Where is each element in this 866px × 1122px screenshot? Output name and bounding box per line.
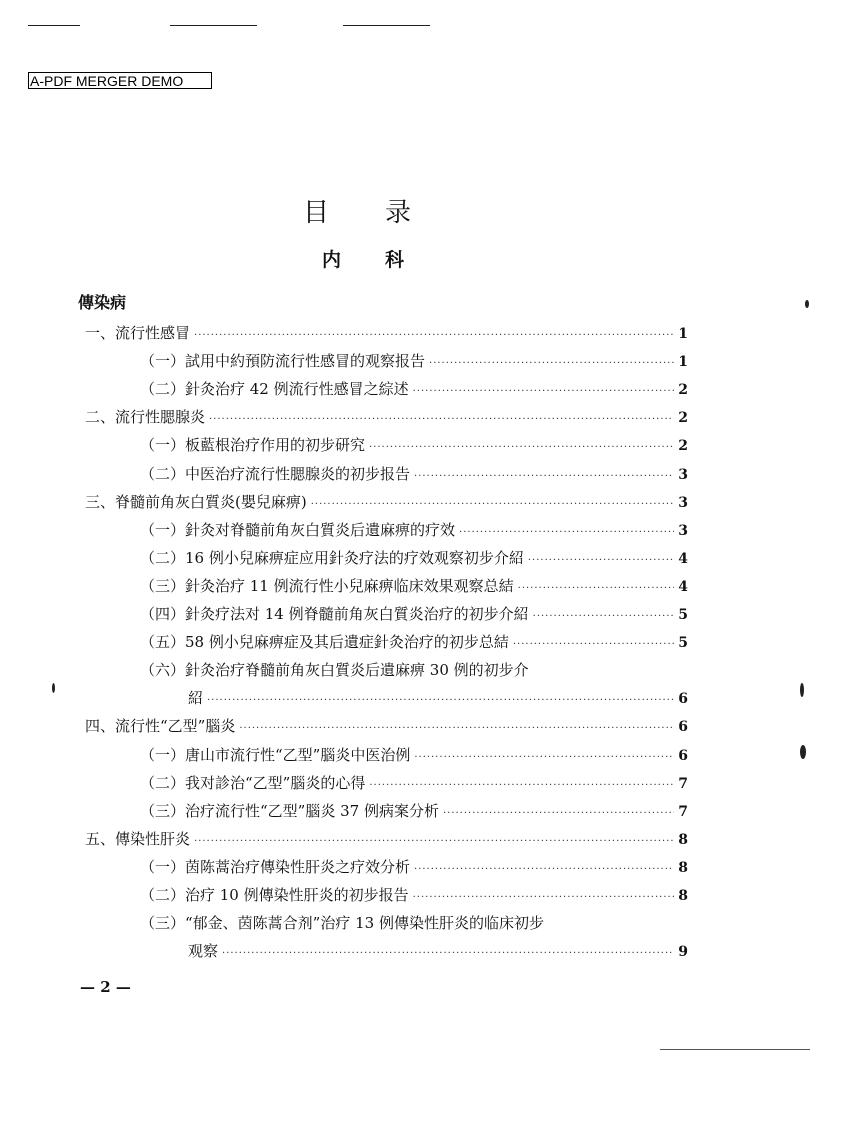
dot-leader bbox=[429, 358, 674, 369]
toc-entry-page: 5 bbox=[678, 635, 688, 652]
toc-entry-page: 2 bbox=[678, 382, 688, 399]
dot-leader bbox=[369, 442, 674, 453]
dot-leader bbox=[413, 892, 675, 903]
dot-leader bbox=[459, 527, 674, 538]
toc-entry-page: 8 bbox=[678, 831, 688, 848]
toc-entry-page: 3 bbox=[678, 522, 688, 539]
toc-entry-page: 6 bbox=[678, 691, 688, 708]
toc-entry bbox=[140, 519, 688, 541]
dot-leader bbox=[533, 611, 675, 622]
toc-entry bbox=[140, 547, 688, 569]
toc-entry-page: 2 bbox=[678, 438, 688, 455]
page-number: — 2 — bbox=[80, 978, 131, 996]
toc-entry-label: （一）唐山市流行性“乙型”腦炎中医治例 bbox=[140, 745, 411, 764]
toc-entry-label: 四、流行性“乙型”腦炎 bbox=[85, 717, 236, 736]
toc-entry bbox=[140, 631, 688, 653]
scan-line bbox=[343, 25, 430, 26]
toc-entry-label: （六）針灸治疗脊髓前角灰白質炎后遺麻痹 30 例的初步介 bbox=[140, 661, 529, 680]
toc-entry bbox=[140, 772, 688, 794]
toc-entry-label: （三）針灸治疗 11 例流行性小兒麻痹临床效果观察总結 bbox=[140, 576, 514, 595]
toc-entry-label: （一）針灸对脊髓前角灰白質炎后遺麻痹的疗效 bbox=[140, 520, 456, 539]
toc-entry-page: 9 bbox=[678, 944, 688, 961]
dot-leader bbox=[528, 555, 674, 566]
toc-entry bbox=[140, 800, 688, 822]
scan-line bbox=[170, 25, 257, 26]
toc-entry-label: （二）針灸治疗 42 例流行性感冒之綜述 bbox=[140, 380, 409, 399]
dot-leader bbox=[209, 414, 674, 425]
toc-entry bbox=[140, 603, 688, 625]
toc-entry bbox=[140, 884, 688, 906]
toc-entry-page: 2 bbox=[678, 410, 688, 427]
dot-leader bbox=[414, 752, 674, 763]
dot-leader bbox=[194, 330, 674, 341]
toc-entry-label: （二）中医治疗流行性腮腺炎的初步报告 bbox=[140, 464, 411, 483]
scan-speck bbox=[800, 683, 804, 697]
toc-entry-page: 6 bbox=[678, 747, 688, 764]
dot-leader bbox=[311, 499, 675, 510]
scan-speck bbox=[52, 683, 55, 693]
scan-line bbox=[28, 25, 80, 26]
page-title: 目录 bbox=[302, 198, 467, 228]
toc-entry bbox=[140, 463, 688, 485]
toc-entry bbox=[85, 828, 688, 850]
toc-entry bbox=[140, 659, 688, 681]
scan-speck bbox=[800, 745, 806, 759]
watermark-label: A-PDF MERGER DEMO bbox=[28, 72, 212, 89]
toc-entry bbox=[85, 406, 688, 428]
toc-entry-page: 6 bbox=[678, 719, 688, 736]
toc-entry-page: 1 bbox=[678, 354, 688, 371]
dot-leader bbox=[513, 639, 674, 650]
toc-entry bbox=[140, 856, 688, 878]
dot-leader bbox=[222, 948, 674, 959]
toc-entry-label: 五、傳染性肝炎 bbox=[85, 829, 191, 848]
toc-entry bbox=[85, 322, 688, 344]
toc-entry-label: 二、流行性腮腺炎 bbox=[85, 408, 206, 427]
dot-leader bbox=[207, 695, 674, 706]
toc-entry-page: 8 bbox=[678, 888, 688, 904]
dot-leader bbox=[194, 836, 674, 847]
toc-entry-page: 4 bbox=[678, 578, 688, 595]
toc-entry bbox=[140, 912, 688, 934]
dot-leader bbox=[518, 583, 675, 594]
toc-entry-page: 5 bbox=[678, 607, 688, 623]
toc-entry-page: 1 bbox=[678, 326, 688, 342]
toc-entry-label: （五）58 例小兒麻痹症及其后遺症針灸治疗的初步总結 bbox=[140, 633, 509, 652]
toc-entry-label: （一）茵陈蒿治疗傳染性肝炎之疗效分析 bbox=[140, 857, 411, 876]
toc-entry bbox=[140, 378, 688, 400]
toc-entry bbox=[188, 687, 688, 709]
toc-entry-page: 8 bbox=[678, 859, 688, 876]
toc-entry-label: （四）針灸疗法对 14 例脊髓前角灰白質炎治疗的初步介紹 bbox=[140, 605, 529, 623]
toc-entry-label: （一）試用中約預防流行性感冒的观察报告 bbox=[140, 352, 426, 371]
toc-entry-label: （二）治疗 10 例傳染性肝炎的初步报告 bbox=[140, 886, 409, 904]
scan-speck bbox=[805, 300, 809, 308]
dot-leader bbox=[414, 471, 674, 482]
dot-leader bbox=[414, 864, 674, 875]
dot-leader bbox=[413, 386, 675, 397]
section-heading: 傳染病 bbox=[78, 293, 127, 312]
toc-entry-label: （二）16 例小兒麻痹症应用針灸疗法的疗效观察初步介紹 bbox=[140, 548, 524, 567]
toc-entry-label: 一、流行性感冒 bbox=[85, 324, 191, 342]
toc-entry bbox=[188, 940, 688, 962]
toc-entry bbox=[85, 715, 688, 737]
toc-entry-page: 3 bbox=[678, 466, 688, 483]
toc-entry bbox=[140, 744, 688, 766]
page-subtitle: 内科 bbox=[321, 249, 448, 271]
toc-entry-label: （二）我对診治“乙型”腦炎的心得 bbox=[140, 773, 366, 792]
toc-entry-label: 紹 bbox=[188, 689, 204, 708]
toc-entry-page: 3 bbox=[678, 494, 688, 511]
scan-line bbox=[660, 1049, 810, 1050]
toc-entry-label: （一）板藍根治疗作用的初步研究 bbox=[140, 436, 366, 455]
dot-leader bbox=[369, 780, 674, 791]
toc-entry-page: 4 bbox=[678, 550, 688, 567]
toc-entry bbox=[85, 491, 688, 513]
toc-entry-page: 7 bbox=[678, 803, 688, 820]
toc-entry-page: 7 bbox=[678, 775, 688, 792]
toc-entry bbox=[140, 434, 688, 456]
toc-entry-label: 观察 bbox=[188, 942, 219, 961]
dot-leader bbox=[443, 808, 674, 819]
toc-entry-label: 三、脊髓前角灰白質炎(嬰兒麻痹) bbox=[85, 492, 307, 511]
dot-leader bbox=[239, 723, 674, 734]
toc-entry-label: （三）治疗流行性“乙型”腦炎 37 例病案分析 bbox=[140, 801, 439, 820]
toc-entry-label: （三）“郁金、茵陈蒿合剂”治疗 13 例傳染性肝炎的临床初步 bbox=[140, 914, 544, 933]
toc-entry bbox=[140, 350, 688, 372]
toc-entry bbox=[140, 575, 688, 597]
